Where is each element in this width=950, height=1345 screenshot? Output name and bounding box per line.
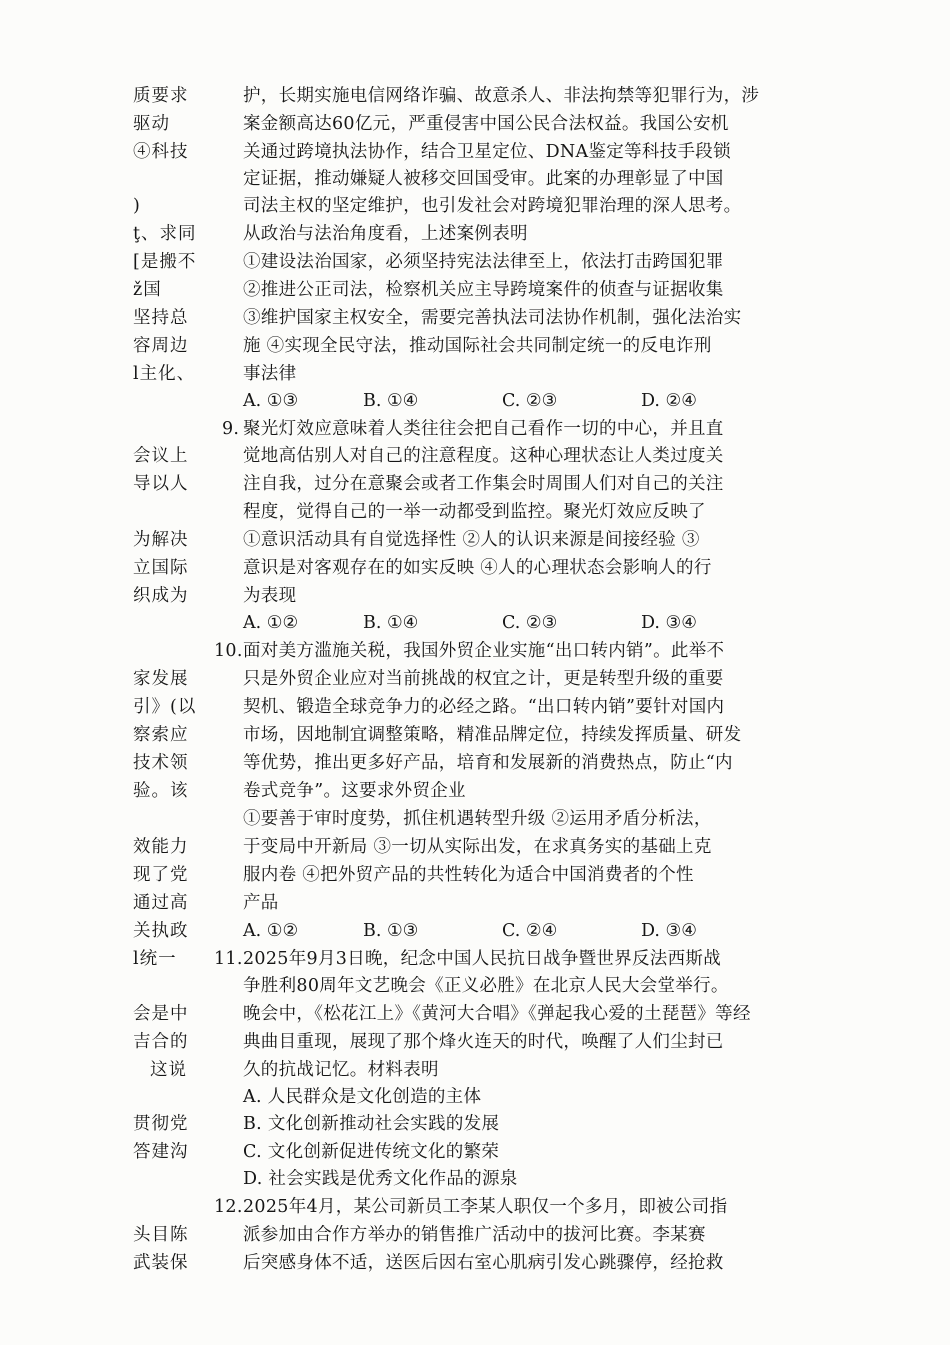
margin-fragment: 会是中: [133, 1004, 189, 1024]
question-text-line: 只是外贸企业应对当前挑战的权宜之计，更是转型升级的重要: [243, 669, 724, 689]
question-number: 12.: [214, 1197, 243, 1217]
question-text-line: 注自我，过分在意聚会或者工作集会时周围人们对自己的关注: [243, 474, 724, 494]
margin-fragment: 立国际: [133, 558, 189, 578]
margin-fragment: 答建沟: [133, 1142, 189, 1162]
statement-line: 为表现: [243, 586, 297, 606]
margin-fragment: [是搬不: [133, 252, 197, 272]
margin-fragment: ţ、求同: [133, 224, 197, 244]
margin-fragment: 家发展: [133, 669, 189, 689]
question-text-line: 晚会中，《松花江上》《黄河大合唱》《弹起我心爱的土琵琶》等经: [243, 1004, 751, 1024]
option-a[interactable]: A. ①②: [243, 613, 299, 633]
question-text-line: 争胜利80周年文艺晚会《正义必胜》在北京人民大会堂举行。: [243, 976, 729, 996]
option-b[interactable]: B. ①④: [363, 613, 419, 633]
option-a[interactable]: A. 人民群众是文化创造的主体: [243, 1087, 482, 1107]
question-text-line: 派参加由合作方举办的销售推广活动中的拔河比赛。李某赛: [243, 1225, 706, 1245]
question-text-line: 司法主权的坚定维护，也引发社会对跨境犯罪治理的深人思考。: [243, 196, 742, 216]
question-text-line: 觉地高估别人对自己的注意程度。这种心理状态让人类过度关: [243, 446, 724, 466]
question-text-line: 典曲目重现，展现了那个烽火连天的时代，唤醒了人们尘封已: [243, 1032, 724, 1052]
margin-fragment: 坚持总: [133, 308, 189, 328]
question-text-line: 卷式竞争”。这要求外贸企业: [243, 781, 466, 801]
question-text-line: 定证据，推动嫌疑人被移交回国受审。此案的办理彰显了中国: [243, 169, 724, 189]
option-a[interactable]: A. ①②: [243, 921, 299, 941]
statement-line: 事法律: [243, 364, 297, 384]
margin-fragment: 武装保: [133, 1253, 189, 1273]
statement-line: 产品: [243, 893, 279, 913]
margin-fragment: 效能力: [133, 837, 189, 857]
option-c[interactable]: C. ②③: [502, 391, 558, 411]
margin-fragment: 吉合的: [133, 1032, 189, 1052]
question-number: 11.: [214, 949, 243, 969]
option-b[interactable]: B. ①④: [363, 391, 419, 411]
question-number: 9.: [222, 419, 240, 439]
statement-line: ①要善于审时度势，抓住机遇转型升级 ②运用矛盾分析法，: [243, 809, 712, 829]
question-text-line: 程度，觉得自己的一举一动都受到监控。聚光灯效应反映了: [243, 502, 706, 522]
option-b[interactable]: B. 文化创新推动社会实践的发展: [243, 1114, 500, 1134]
option-c[interactable]: C. 文化创新促进传统文化的繁荣: [243, 1142, 500, 1162]
margin-fragment: 验。该: [133, 781, 189, 801]
question-number: 10.: [214, 641, 243, 661]
margin-fragment: 贯彻党: [133, 1114, 189, 1134]
margin-fragment: 会议上: [133, 446, 189, 466]
option-d[interactable]: D. ③④: [641, 613, 697, 633]
margin-fragment: 质要求: [133, 86, 189, 106]
margin-fragment: 引》(以: [133, 697, 197, 717]
question-text-line: 后突感身体不适，送医后因右室心肌病引发心跳骤停，经抢救: [243, 1253, 724, 1273]
option-d[interactable]: D. ②④: [641, 391, 697, 411]
margin-fragment: l统一: [133, 949, 177, 969]
margin-fragment: 织成为: [133, 586, 189, 606]
margin-fragment: 关执政: [133, 921, 189, 941]
option-d[interactable]: D. 社会实践是优秀文化作品的源泉: [243, 1169, 518, 1189]
margin-fragment: 通过高: [133, 893, 189, 913]
question-text-line: 关通过跨境执法协作，结合卫星定位、DNA鉴定等科技手段锁: [243, 142, 731, 162]
margin-fragment: 头目陈: [133, 1225, 189, 1245]
margin-fragment: 现了党: [133, 865, 189, 885]
margin-fragment: 为解决: [133, 530, 189, 550]
question-text-line: 契机、锻造全球竞争力的必经之路。“出口转内销”要针对国内: [243, 697, 725, 717]
statement-line: ①建设法治国家，必须坚持宪法法律至上，依法打击跨国犯罪: [243, 252, 724, 272]
page-right-margin: [910, 0, 950, 1345]
margin-fragment: 这说: [150, 1060, 187, 1080]
question-text-line: 等优势，推出更多好产品，培育和发展新的消费热点，防止“内: [243, 753, 733, 773]
statement-line: ①意识活动具有自觉选择性 ②人的认识来源是间接经验 ③: [243, 530, 700, 550]
question-text-line: 聚光灯效应意味着人类往往会把自己看作一切的中心，并且直: [243, 419, 724, 439]
option-d[interactable]: D. ③④: [641, 921, 697, 941]
statement-line: ②推进公正司法，检察机关应主导跨境案件的侦查与证据收集: [243, 280, 724, 300]
statement-line: ③维护国家主权安全，需要完善执法司法协作机制，强化法治实: [243, 308, 742, 328]
question-text-line: 2025年4月，某公司新员工李某人职仅一个多月，即被公司指: [243, 1197, 728, 1217]
question-text-line: 面对美方滥施关税，我国外贸企业实施“出口转内销”。此举不: [243, 641, 725, 661]
margin-fragment: l主化、: [133, 364, 196, 384]
question-text-line: 从政治与法治角度看，上述案例表明: [243, 224, 528, 244]
question-text-line: 市场，因地制宜调整策略，精准品牌定位，持续发挥质量、研发: [243, 725, 742, 745]
option-c[interactable]: C. ②③: [502, 613, 558, 633]
statement-line: 意识是对客观存在的如实反映 ④人的心理状态会影响人的行: [243, 558, 712, 578]
margin-fragment: ④科技: [133, 142, 189, 162]
statement-line: 于变局中开新局 ③一切从实际出发，在求真务实的基础上克: [243, 837, 712, 857]
question-text-line: 护，长期实施电信网络诈骗、故意杀人、非法拘禁等犯罪行为，涉: [243, 86, 760, 106]
question-text-line: 案金额高达60亿元，严重侵害中国公民合法权益。我国公安机: [243, 114, 729, 134]
question-text-line: 2025年9月3日晚，纪念中国人民抗日战争暨世界反法西斯战: [243, 949, 722, 969]
margin-fragment: 导以人: [133, 474, 189, 494]
margin-fragment: ž国: [133, 280, 162, 300]
option-b[interactable]: B. ①③: [363, 921, 419, 941]
option-a[interactable]: A. ①③: [243, 391, 299, 411]
option-c[interactable]: C. ②④: [502, 921, 558, 941]
margin-fragment: 容周边: [133, 336, 189, 356]
margin-fragment: 驱动: [133, 114, 170, 134]
margin-fragment: 察索应: [133, 725, 189, 745]
margin-fragment: ): [133, 196, 141, 216]
statement-line: 服内卷 ④把外贸产品的共性转化为适合中国消费者的个性: [243, 865, 694, 885]
margin-fragment: 技术领: [133, 753, 189, 773]
question-text-line: 久的抗战记忆。材料表明: [243, 1060, 439, 1080]
statement-line: 施 ④实现全民守法，推动国际社会共同制定统一的反电诈刑: [243, 336, 712, 356]
